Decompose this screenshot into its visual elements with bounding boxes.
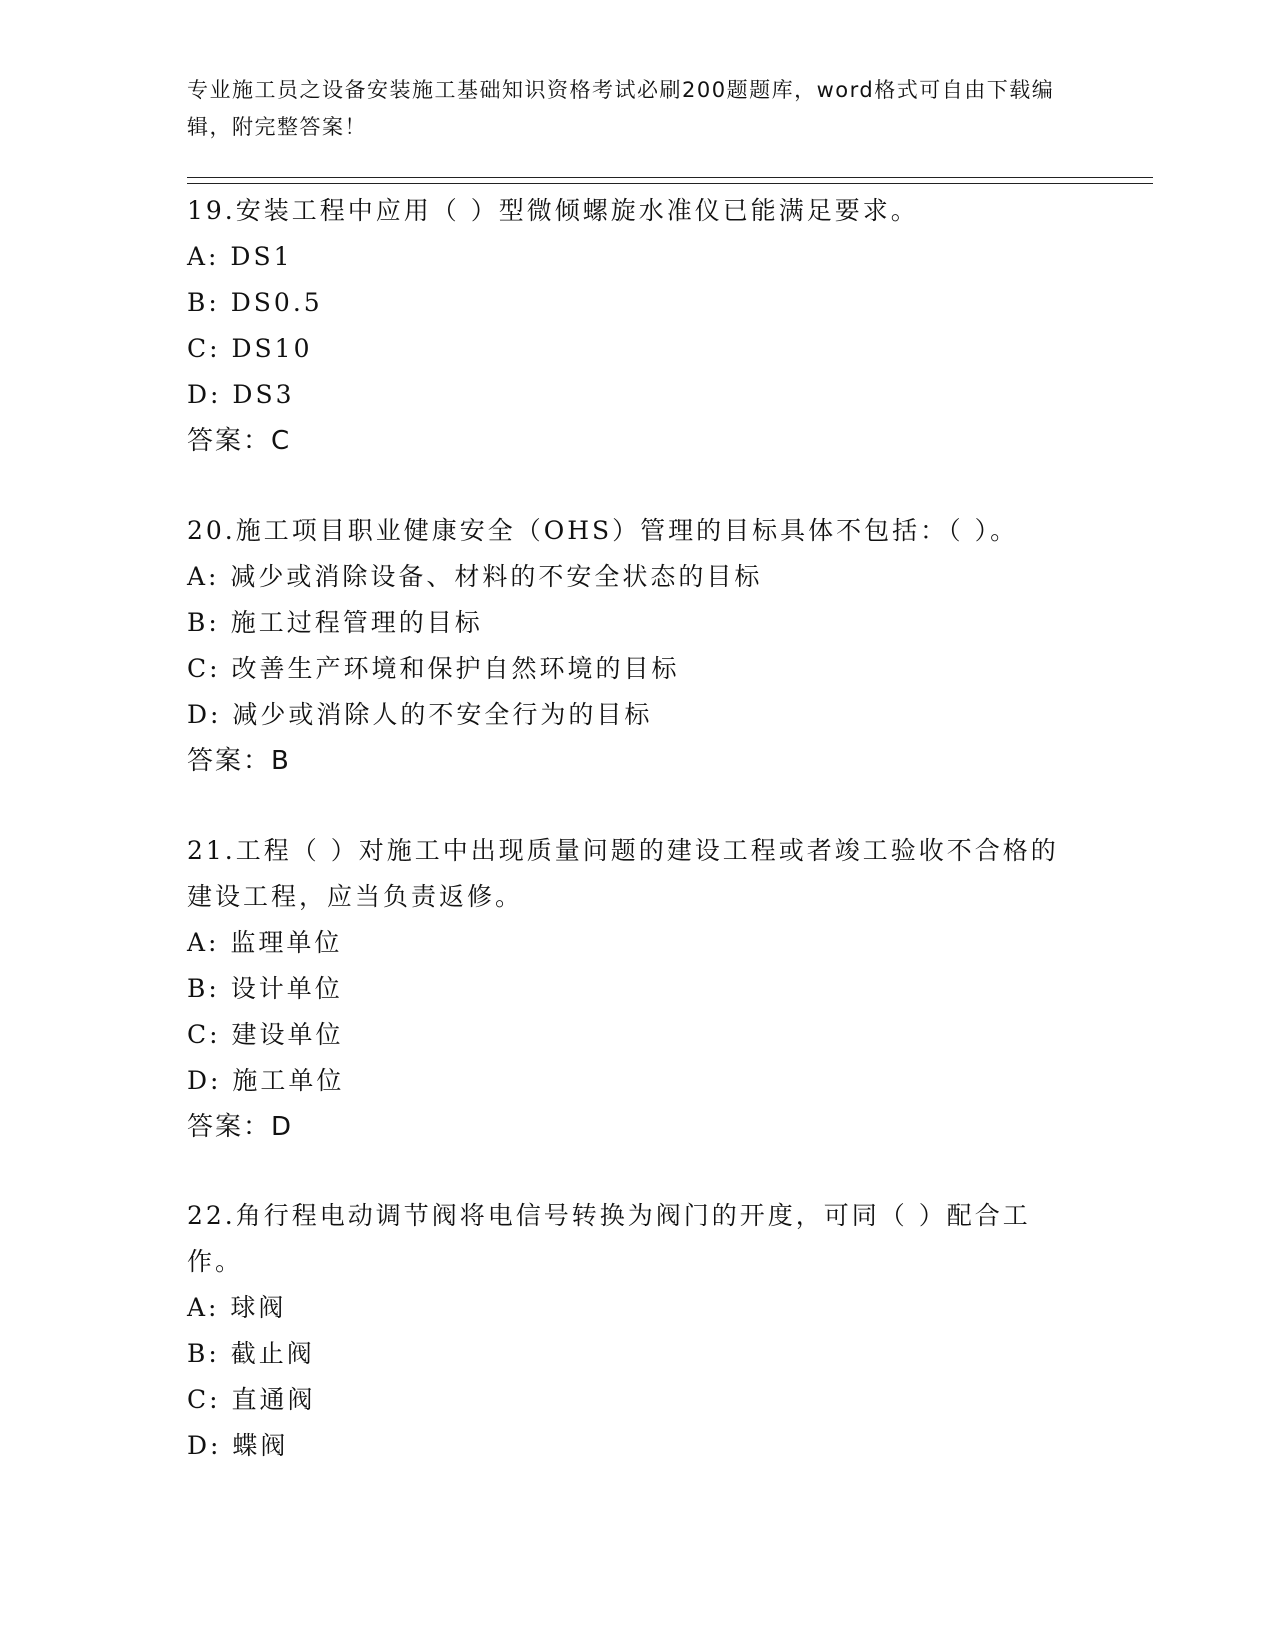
- header-divider-top: [187, 177, 1153, 178]
- option-b: B: 设计单位: [187, 974, 343, 1003]
- question-19: [187, 188, 1067, 464]
- question-20: [187, 508, 1067, 784]
- question-22: [187, 1193, 1067, 1469]
- question-stem: 19.安装工程中应用（ ）型微倾螺旋水准仪已能满足要求。: [187, 196, 919, 225]
- option-d: D: DS3: [187, 380, 295, 409]
- option-a: A: 球阀: [187, 1293, 287, 1322]
- answer-line: 答案：C: [187, 426, 292, 456]
- answer-line: 答案：D: [187, 1112, 294, 1142]
- option-c: C: 直通阀: [187, 1385, 316, 1414]
- header-divider-bottom: [187, 183, 1153, 184]
- option-b: B: DS0.5: [187, 288, 323, 317]
- question-stem: 20.施工项目职业健康安全（OHS）管理的目标具体不包括：（ ）。: [187, 516, 1019, 545]
- question-stem: 21.工程（ ）对施工中出现质量问题的建设工程或者竣工验收不合格的建设工程，应当负责返修。: [187, 836, 1059, 911]
- document-header: 专业施工员之设备安装施工基础知识资格考试必刷200题题库，word格式可自由下载编辑，附完整答案！: [187, 78, 1055, 139]
- answer-line: 答案：B: [187, 746, 291, 776]
- option-a: A: 监理单位: [187, 928, 343, 957]
- option-d: D: 减少或消除人的不安全行为的目标: [187, 700, 653, 729]
- option-b: B: 截止阀: [187, 1339, 315, 1368]
- option-c: C: DS10: [187, 334, 313, 363]
- option-d: D: 施工单位: [187, 1066, 345, 1095]
- option-a: A: DS1: [187, 242, 293, 271]
- option-c: C: 改善生产环境和保护自然环境的目标: [187, 654, 680, 683]
- question-stem: 22.角行程电动调节阀将电信号转换为阀门的开度，可同（ ）配合工作。: [187, 1201, 1031, 1276]
- option-d: D: 蝶阀: [187, 1431, 289, 1460]
- option-c: C: 建设单位: [187, 1020, 344, 1049]
- question-21: [187, 828, 1067, 1150]
- option-a: A: 减少或消除设备、材料的不安全状态的目标: [187, 562, 763, 591]
- option-b: B: 施工过程管理的目标: [187, 608, 483, 637]
